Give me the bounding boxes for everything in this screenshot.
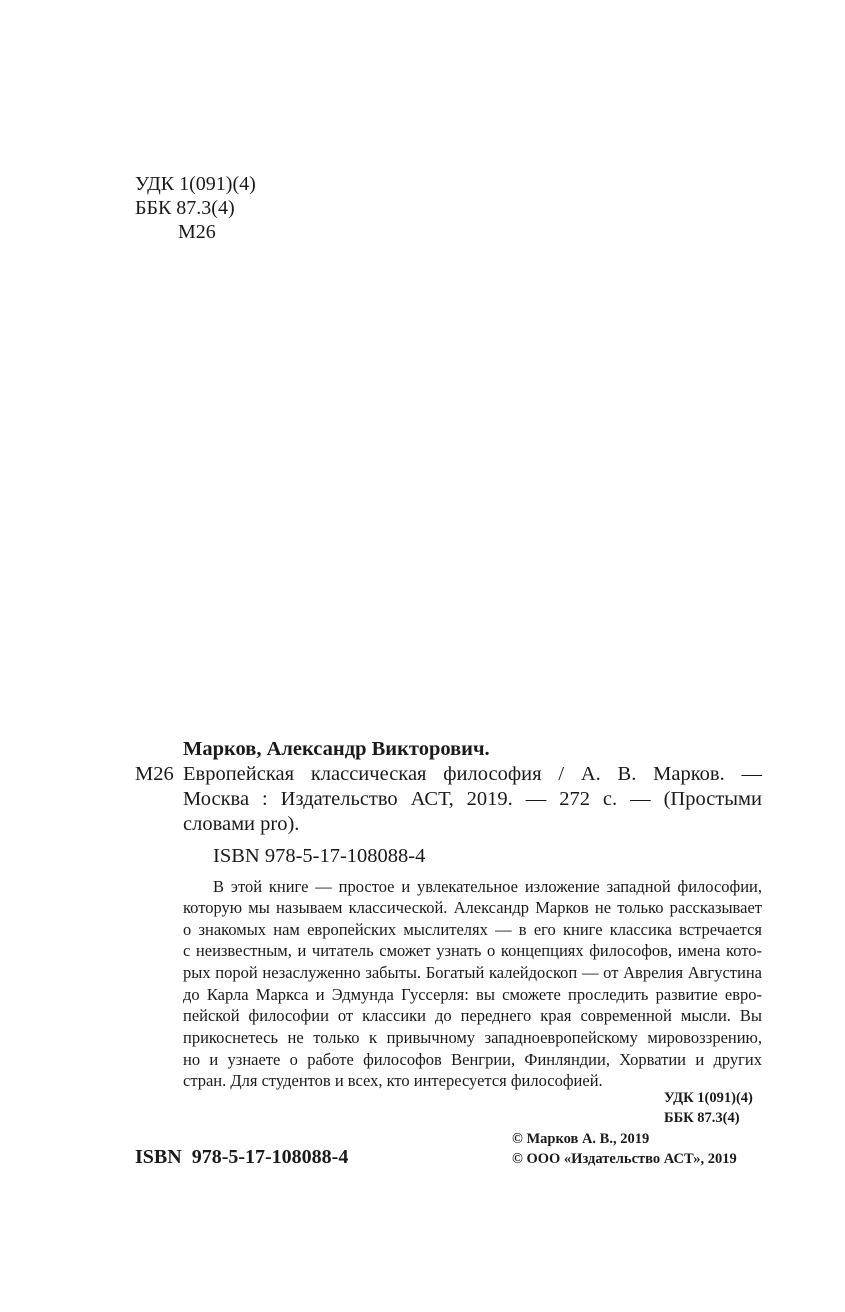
annotation-line: но и узнаете о работе философов Венгрии, Финляндии, Хорватии и других <box>183 1050 762 1069</box>
entry-code: М26 <box>135 763 174 785</box>
copyright-author: © Марков А. В., 2019 <box>512 1131 650 1147</box>
annotation-line: рых порой незаслуженно забыты. Богатый калейдоскоп — от Аврелия Августина <box>183 963 762 982</box>
header-author-code: М26 <box>178 221 216 243</box>
footer-isbn: ISBN 978-5-17-108088-4 <box>135 1146 349 1168</box>
header-udk: УДК 1(091)(4) <box>135 173 256 195</box>
entry-isbn: ISBN 978-5-17-108088-4 <box>213 845 426 867</box>
annotation-line: пейской философии от классики до переднего края современной мысли. Вы <box>183 1006 762 1025</box>
entry-author: Марков, Александр Викторович. <box>183 738 490 760</box>
entry-line: Москва : Издательство АСТ, 2019. — 272 с. — (Простыми <box>183 788 762 810</box>
annotation-line: до Карла Маркса и Эдмунда Гуссерля: вы сможете проследить развитие евро- <box>183 985 762 1004</box>
entry-line: Европейская классическая философия / А. В. Марков. — <box>183 763 762 785</box>
annotation-line: о знакомых нам европейских мыслителях — в его книге классика встречается <box>183 920 762 939</box>
header-bbk: ББК 87.3(4) <box>135 197 235 219</box>
annotation-line: которую мы называем классической. Александр Марков не только рассказывает <box>183 898 762 917</box>
annotation-bbk: ББК 87.3(4) <box>664 1110 740 1126</box>
annotation-line: с неизвестным, и читатель сможет узнать о концепциях философов, имена кото- <box>183 941 762 960</box>
annotation-line: В этой книге — простое и увлекательное изложение западной философии, <box>213 877 762 896</box>
entry-line: словами pro). <box>183 813 300 835</box>
copyright-publisher: © ООО «Издательство АСТ», 2019 <box>512 1151 737 1167</box>
annotation-line: стран. Для студентов и всех, кто интересуется философией. <box>183 1071 603 1090</box>
annotation-udk: УДК 1(091)(4) <box>664 1090 753 1106</box>
annotation-line: прикоснетесь не только к привычному западноевропейскому мировоззрению, <box>183 1028 762 1047</box>
